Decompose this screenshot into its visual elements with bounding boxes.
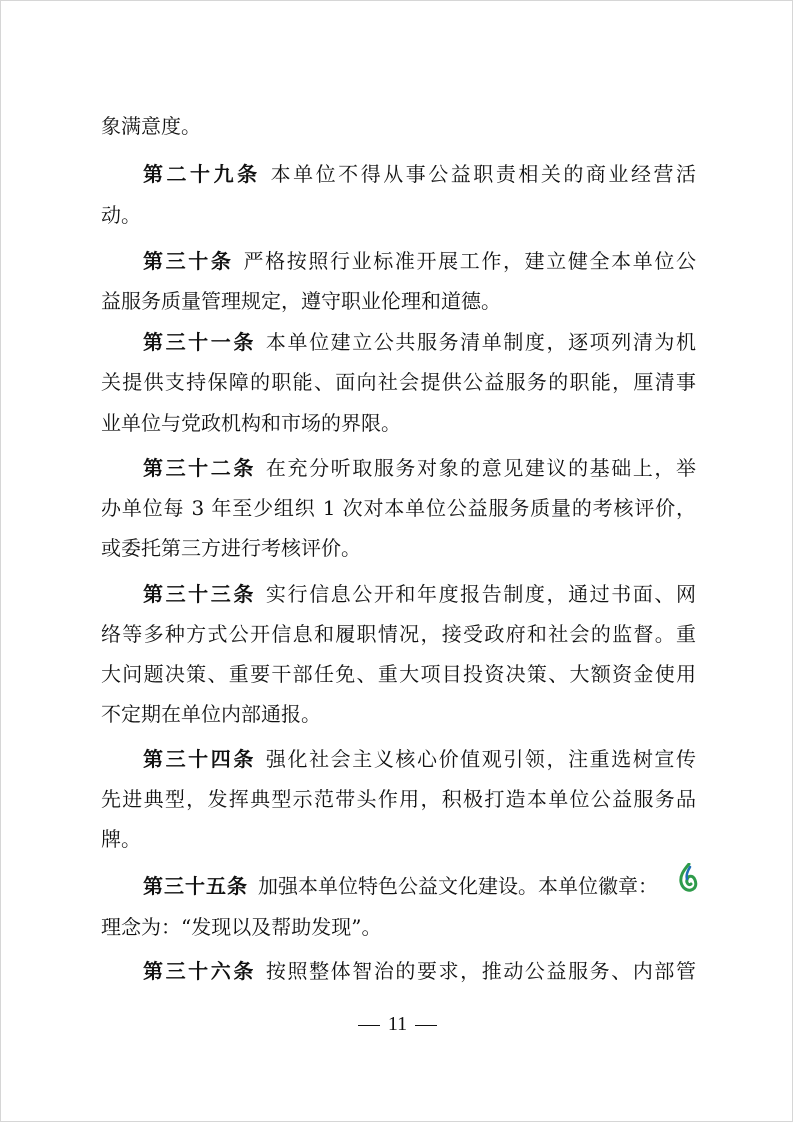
article-29: 第二十九条 本单位不得从事公益职责相关的商业经营活 [143, 162, 697, 186]
article-heading: 第三十四条 [143, 747, 256, 771]
footer-dash-right [415, 1025, 437, 1026]
text-line: 大问题决策、重要干部任免、重大项目投资决策、大额资金使用 [101, 662, 696, 686]
text-line: 益服务质量管理规定，遵守职业伦理和道德。 [101, 289, 501, 313]
text-line: 动。 [101, 203, 141, 227]
article-heading: 第三十三条 [143, 582, 256, 606]
text-line: 或委托第三方进行考核评价。 [101, 536, 361, 560]
text-line: 办单位每 3 年至少组织 1 次对本单位公益服务质量的考核评价， [101, 496, 696, 520]
article-31: 第三十一条 本单位建立公共服务清单制度，逐项列清为机 [143, 330, 697, 354]
text-line: 关提供支持保障的职能、面向社会提供公益服务的职能，厘清事 [101, 370, 696, 394]
article-heading: 第三十一条 [143, 330, 256, 354]
article-34: 第三十四条 强化社会主义核心价值观引领，注重选树宣传 [143, 747, 697, 771]
article-heading: 第二十九条 [143, 162, 261, 186]
emblem-icon [678, 863, 698, 893]
text-line: 牌。 [101, 827, 141, 851]
text-line: 络等多种方式公开信息和履职情况，接受政府和社会的监督。重 [101, 622, 696, 646]
text-line: 不定期在单位内部通报。 [101, 702, 321, 726]
article-33: 第三十三条 实行信息公开和年度报告制度，通过书面、网 [143, 582, 697, 606]
article-heading: 第三十二条 [143, 456, 256, 480]
article-heading: 第三十六条 [143, 959, 256, 983]
article-36: 第三十六条 按照整体智治的要求，推动公益服务、内部管 [143, 959, 697, 983]
article-30: 第三十条 严格按照行业标准开展工作，建立健全本单位公 [143, 249, 696, 273]
text-line: 理念为：“发现以及帮助发现”。 [101, 915, 382, 939]
text-line: 先进典型，发挥典型示范带头作用，积极打造本单位公益服务品 [101, 787, 696, 811]
text-line: 象满意度。 [101, 114, 201, 138]
page-footer [1, 1013, 793, 1036]
page-number: 11 [387, 1013, 408, 1035]
article-32: 第三十二条 在充分听取服务对象的意见建议的基础上，举 [143, 456, 697, 480]
article-heading: 第三十条 [143, 249, 234, 273]
footer-dash-left [358, 1025, 380, 1026]
article-35: 第三十五条 加强本单位特色公益文化建设。本单位徽章： [143, 874, 658, 898]
article-heading: 第三十五条 [143, 874, 248, 898]
text-line: 业单位与党政机构和市场的界限。 [101, 411, 401, 435]
